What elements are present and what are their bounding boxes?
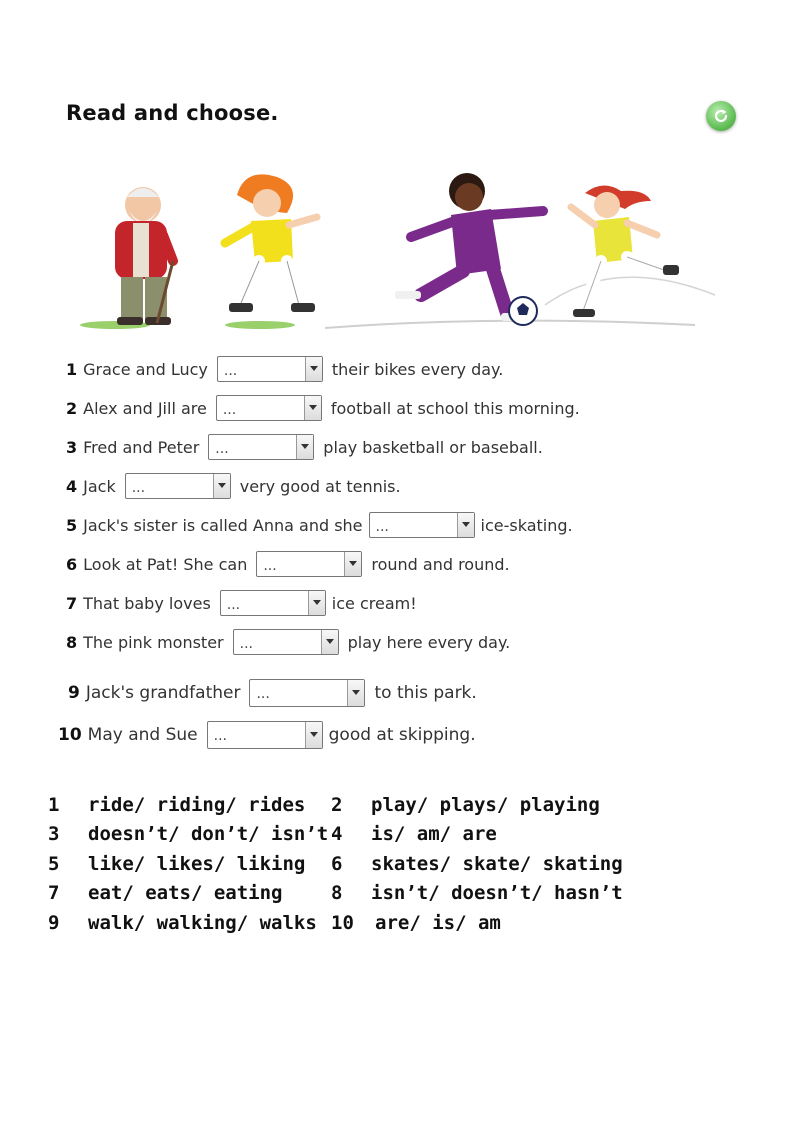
answer-dropdown-4[interactable] bbox=[125, 473, 231, 499]
dropdown-value: ... bbox=[131, 480, 146, 496]
dropdown-value: ... bbox=[215, 441, 229, 457]
option-text: ride/ riding/ rides bbox=[88, 794, 306, 816]
question-10 bbox=[58, 721, 476, 749]
question-text-after: their bikes every day. bbox=[331, 359, 504, 379]
question-8 bbox=[66, 628, 510, 656]
chevron-down-icon bbox=[344, 552, 361, 576]
option-text: play/ plays/ playing bbox=[371, 794, 600, 816]
option-number: 1 bbox=[48, 794, 60, 816]
option-number: 3 bbox=[48, 823, 60, 845]
question-text-before: Alex and Jill are bbox=[83, 398, 207, 418]
characters-illustration bbox=[55, 165, 725, 335]
question-text-after: round and round. bbox=[371, 554, 510, 574]
answer-dropdown-10[interactable] bbox=[207, 721, 323, 749]
question-3 bbox=[66, 433, 543, 461]
reset-button[interactable] bbox=[706, 101, 736, 131]
question-text-after: football at school this morning. bbox=[330, 398, 580, 418]
dropdown-value: ... bbox=[223, 363, 238, 379]
answer-dropdown-7[interactable] bbox=[220, 590, 326, 616]
option-number: 7 bbox=[48, 882, 60, 904]
page-title: Read and choose. bbox=[66, 101, 279, 125]
question-number: 3 bbox=[66, 437, 78, 457]
question-number: 1 bbox=[66, 359, 78, 379]
option-row-8 bbox=[331, 882, 623, 904]
answer-dropdown-6[interactable] bbox=[256, 551, 362, 577]
option-text: like/ likes/ liking bbox=[88, 853, 306, 875]
question-text-before: Jack's grandfather bbox=[85, 683, 241, 703]
question-text-before: Jack bbox=[83, 476, 116, 496]
football-ball bbox=[509, 297, 537, 325]
option-text: eat/ eats/ eating bbox=[88, 882, 283, 904]
dropdown-value: ... bbox=[222, 402, 237, 418]
chevron-down-icon bbox=[308, 591, 325, 615]
question-9 bbox=[68, 679, 477, 707]
question-1 bbox=[66, 355, 503, 383]
question-number: 8 bbox=[66, 632, 78, 652]
running-girl-figure bbox=[571, 185, 679, 317]
question-text-before: The pink monster bbox=[83, 632, 224, 652]
chevron-down-icon bbox=[304, 396, 321, 420]
chevron-down-icon bbox=[305, 722, 322, 748]
dropdown-value: ... bbox=[375, 519, 389, 535]
chevron-down-icon bbox=[457, 513, 474, 537]
question-number: 4 bbox=[66, 476, 78, 496]
option-number: 10 bbox=[331, 912, 354, 934]
option-row-3 bbox=[48, 823, 328, 845]
chevron-down-icon bbox=[321, 630, 338, 654]
question-number: 2 bbox=[66, 398, 78, 418]
option-text: isn’t/ doesn’t/ hasn’t bbox=[371, 882, 623, 904]
question-number: 5 bbox=[66, 515, 78, 535]
dropdown-value: ... bbox=[213, 728, 227, 744]
option-text: doesn’t/ don’t/ isn’t bbox=[88, 823, 329, 845]
question-text-before: That baby loves bbox=[83, 593, 211, 613]
question-6 bbox=[66, 550, 510, 578]
question-2 bbox=[66, 394, 580, 422]
question-text-after: very good at tennis. bbox=[239, 476, 401, 496]
refresh-icon bbox=[712, 107, 730, 125]
option-row-1 bbox=[48, 794, 305, 816]
dropdown-value: ... bbox=[226, 597, 241, 613]
option-text: skates/ skate/ skating bbox=[371, 853, 623, 875]
option-text: walk/ walking/ walks bbox=[88, 912, 317, 934]
dropdown-value: ... bbox=[239, 636, 253, 652]
question-number: 6 bbox=[66, 554, 78, 574]
question-text-before: Look at Pat! She can bbox=[83, 554, 248, 574]
answer-dropdown-2[interactable] bbox=[216, 395, 322, 421]
chevron-down-icon bbox=[296, 435, 313, 459]
question-number: 7 bbox=[66, 593, 78, 613]
question-text-before: Jack's sister is called Anna and she bbox=[83, 515, 363, 535]
option-row-9 bbox=[48, 912, 317, 934]
option-number: 4 bbox=[331, 823, 343, 845]
answer-dropdown-5[interactable] bbox=[369, 512, 475, 538]
chevron-down-icon bbox=[213, 474, 230, 498]
answer-dropdown-1[interactable] bbox=[217, 356, 323, 382]
option-row-10 bbox=[331, 912, 501, 934]
option-row-4 bbox=[331, 823, 497, 845]
chevron-down-icon bbox=[347, 680, 364, 706]
question-text-after: good at skipping. bbox=[328, 725, 476, 745]
question-4 bbox=[66, 472, 401, 500]
option-row-7 bbox=[48, 882, 282, 904]
question-number: 10 bbox=[58, 725, 82, 745]
option-number: 6 bbox=[331, 853, 343, 875]
option-number: 8 bbox=[331, 882, 343, 904]
question-number: 9 bbox=[68, 683, 80, 703]
grandfather-figure bbox=[115, 187, 173, 325]
skating-girl-figure bbox=[225, 174, 317, 312]
dropdown-value: ... bbox=[256, 686, 270, 702]
dropdown-value: ... bbox=[263, 558, 277, 574]
answer-dropdown-3[interactable] bbox=[208, 434, 314, 460]
option-row-6 bbox=[331, 853, 623, 875]
option-row-5 bbox=[48, 853, 305, 875]
option-number: 5 bbox=[48, 853, 60, 875]
option-text: is/ am/ are bbox=[371, 823, 497, 845]
question-text-before: Fred and Peter bbox=[83, 437, 200, 457]
question-text-after: ice-skating. bbox=[480, 515, 573, 535]
option-text: are/ is/ am bbox=[375, 912, 501, 934]
question-text-after: ice cream! bbox=[331, 593, 417, 613]
answer-dropdown-8[interactable] bbox=[233, 629, 339, 655]
question-7 bbox=[66, 589, 417, 617]
question-text-before: Grace and Lucy bbox=[83, 359, 208, 379]
answer-dropdown-9[interactable] bbox=[249, 679, 365, 707]
option-row-2 bbox=[331, 794, 600, 816]
chevron-down-icon bbox=[305, 357, 322, 381]
question-text-before: May and Sue bbox=[87, 725, 198, 745]
question-text-after: play basketball or baseball. bbox=[323, 437, 543, 457]
option-number: 9 bbox=[48, 912, 60, 934]
question-5 bbox=[66, 511, 573, 539]
question-text-after: to this park. bbox=[374, 683, 477, 703]
option-number: 2 bbox=[331, 794, 343, 816]
question-text-after: play here every day. bbox=[347, 632, 511, 652]
